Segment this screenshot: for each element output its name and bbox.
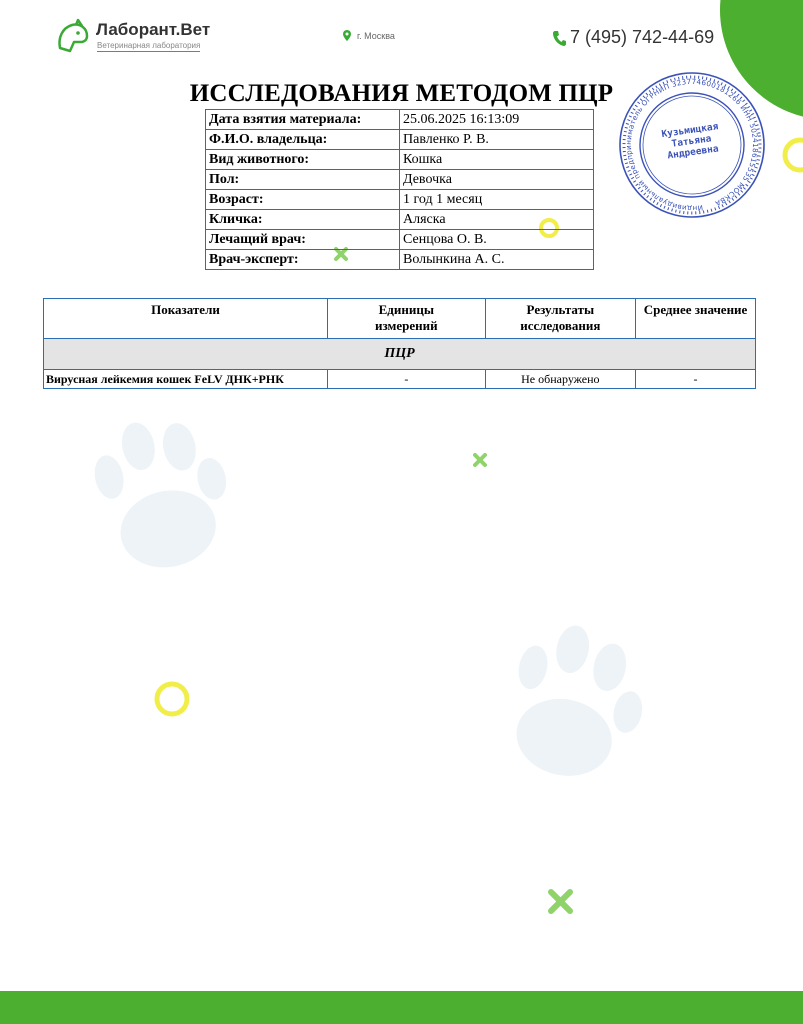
- section-row: [44, 339, 756, 370]
- info-label: Возраст:: [206, 190, 400, 210]
- indicator-units: -: [327, 370, 485, 389]
- city-text: г. Москва: [357, 31, 395, 41]
- info-value: Девочка: [400, 170, 594, 190]
- stamp-name: Кузьмицкая Татьяна Андреевна: [660, 121, 720, 162]
- document-title: ИССЛЕДОВАНИЯ МЕТОДОМ ПЦР: [189, 80, 614, 107]
- column-header-units: Единицы измерений: [327, 299, 485, 339]
- brand-subtitle: Ветеринарная лаборатория: [97, 41, 201, 50]
- stamp-ring-text: Индивидуальный предприниматель ОГРНИП 323774600181266 ИНН 502418615535 МОСКВА: [623, 76, 761, 214]
- info-row: [206, 130, 594, 150]
- info-label: Пол:: [206, 170, 400, 190]
- info-value: Аляска: [400, 210, 594, 230]
- info-value: Кошка: [400, 150, 594, 170]
- dog-logo-icon: [54, 18, 92, 56]
- info-value: Волынкина А. С.: [400, 250, 594, 270]
- column-header-indicator: Показатели: [44, 299, 328, 339]
- city-label: [343, 30, 395, 41]
- ring-decoration: [157, 684, 187, 714]
- info-row: [206, 230, 594, 250]
- info-row: [206, 250, 594, 270]
- info-row: [206, 210, 594, 230]
- paw-print-decoration: [85, 406, 241, 578]
- footer-bar: [0, 991, 803, 1024]
- brand-name: Лаборант.Вет: [96, 20, 211, 39]
- indicator-result: Не обнаружено: [485, 370, 635, 389]
- info-row: [206, 110, 594, 130]
- patient-info-table: [205, 109, 594, 270]
- cross-decoration: [551, 892, 570, 911]
- table-row: [44, 370, 756, 389]
- official-stamp: [612, 70, 772, 220]
- info-row: [206, 190, 594, 210]
- brand-logo: [54, 18, 224, 58]
- ring-decoration: [785, 140, 803, 170]
- info-row: [206, 170, 594, 190]
- section-title: ПЦР: [44, 339, 756, 370]
- paw-print-decoration: [499, 616, 657, 790]
- phone-contact[interactable]: [553, 27, 714, 48]
- info-label: Вид животного:: [206, 150, 400, 170]
- results-table: [43, 298, 756, 389]
- column-header-reference: Среднее значение: [636, 299, 756, 339]
- info-row: [206, 150, 594, 170]
- results-header-row: [44, 299, 756, 339]
- info-label: Дата взятия материала:: [206, 110, 400, 130]
- indicator-name: Вирусная лейкемия кошек FeLV ДНК+РНК: [44, 370, 328, 389]
- info-label: Лечащий врач:: [206, 230, 400, 250]
- info-label: Ф.И.О. владельца:: [206, 130, 400, 150]
- info-value: 1 год 1 месяц: [400, 190, 594, 210]
- indicator-reference: -: [636, 370, 756, 389]
- column-header-results: Результаты исследования: [485, 299, 635, 339]
- info-label: Кличка:: [206, 210, 400, 230]
- info-value: Сенцова О. В.: [400, 230, 594, 250]
- info-label: Врач-эксперт:: [206, 250, 400, 270]
- location-pin-icon: [343, 30, 351, 41]
- phone-number[interactable]: 7 (495) 742-44-69: [570, 27, 715, 47]
- phone-icon: [553, 30, 566, 46]
- info-value: 25.06.2025 16:13:09: [400, 110, 594, 130]
- info-value: Павленко Р. В.: [400, 130, 594, 150]
- cross-decoration: [475, 455, 485, 465]
